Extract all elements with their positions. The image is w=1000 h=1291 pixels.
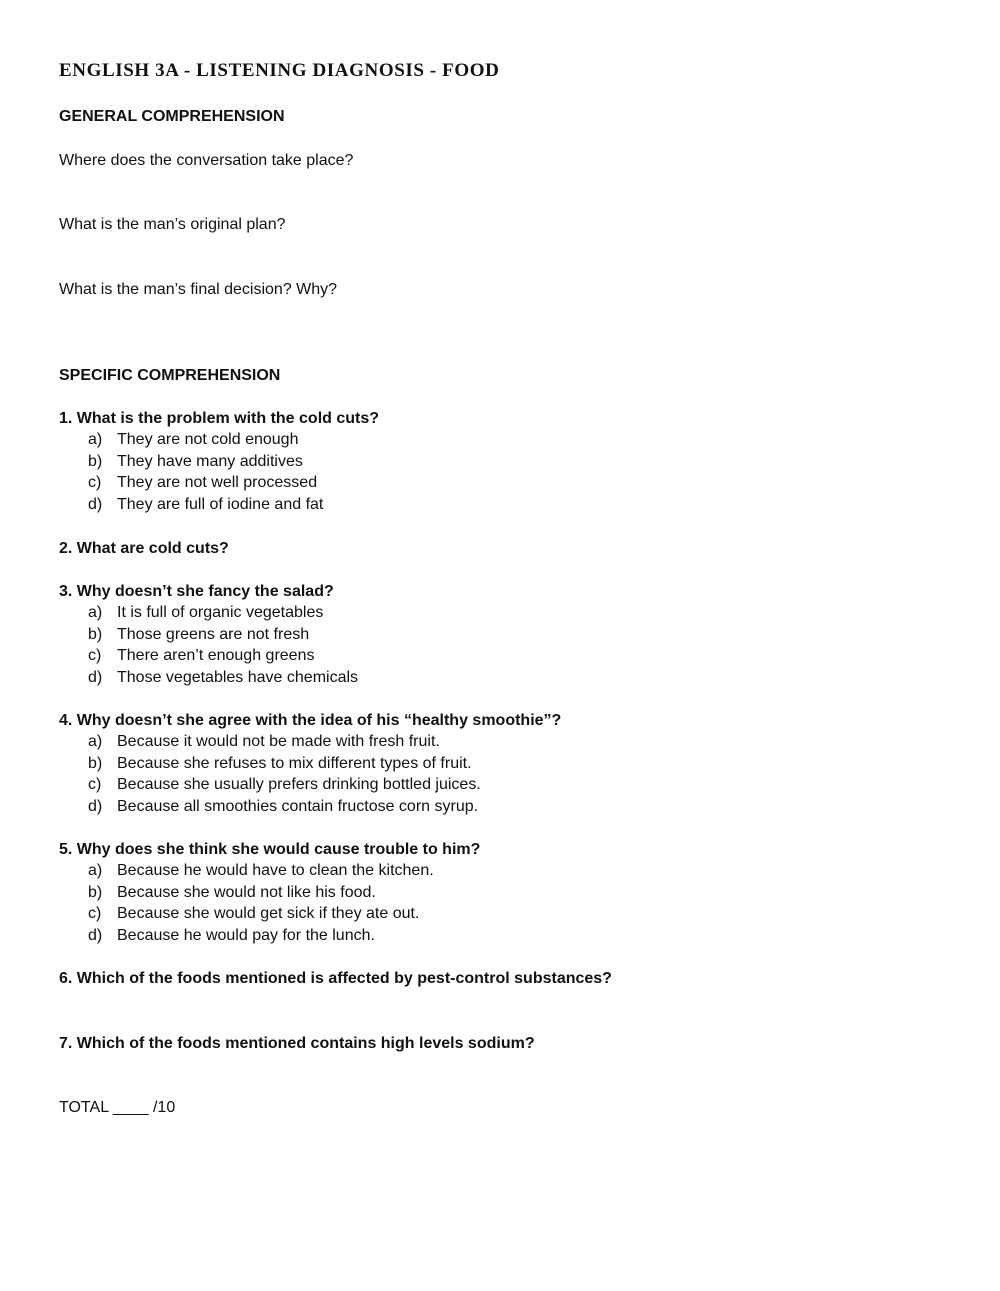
option-item xyxy=(88,451,323,473)
option-text: Because he would have to clean the kitchen. xyxy=(117,862,434,879)
option-item xyxy=(88,882,434,904)
option-text: It is full of organic vegetables xyxy=(117,604,324,621)
option-letter: a) xyxy=(88,604,103,621)
general-question-1: Where does the conversation take place? xyxy=(59,152,354,169)
option-letter: d) xyxy=(88,668,103,686)
question-5-options xyxy=(88,860,434,946)
total-score: TOTAL ____ /10 xyxy=(59,1099,176,1116)
option-text: Those greens are not fresh xyxy=(117,625,310,643)
specific-comprehension-heading: SPECIFIC COMPREHENSION xyxy=(59,367,281,384)
option-text: There aren’t enough greens xyxy=(117,647,315,665)
option-text: Because all smoothies contain fructose corn syrup. xyxy=(117,797,479,815)
option-text: Because she would get sick if they ate out. xyxy=(117,905,420,923)
general-comprehension-heading: GENERAL COMPREHENSION xyxy=(59,108,285,125)
question-2: 2. What are cold cuts? xyxy=(59,540,229,557)
option-text: Because it would not be made with fresh fruit. xyxy=(117,733,440,750)
option-text: Because she would not like his food. xyxy=(117,883,376,901)
option-item xyxy=(88,731,481,753)
option-item xyxy=(88,667,358,689)
option-text: They are not cold enough xyxy=(117,431,299,448)
option-item xyxy=(88,796,481,818)
worksheet-title: ENGLISH 3A - LISTENING DIAGNOSIS - FOOD xyxy=(59,60,500,81)
option-item xyxy=(88,429,323,451)
option-item xyxy=(88,860,434,882)
option-text: Those vegetables have chemicals xyxy=(117,668,359,686)
option-item xyxy=(88,774,481,796)
option-item xyxy=(88,472,323,494)
option-item xyxy=(88,903,434,925)
option-text: Because he would pay for the lunch. xyxy=(117,926,375,944)
option-letter: b) xyxy=(88,754,103,772)
option-text: They are not well processed xyxy=(117,474,318,492)
question-3: 3. Why doesn’t she fancy the salad? xyxy=(59,583,334,600)
option-letter: b) xyxy=(88,625,103,643)
question-5: 5. Why does she think she would cause trouble to him? xyxy=(59,841,481,858)
general-question-2: What is the man’s original plan? xyxy=(59,216,286,233)
option-letter: c) xyxy=(88,474,102,492)
option-letter: a) xyxy=(88,862,103,879)
option-item xyxy=(88,753,481,775)
option-letter: d) xyxy=(88,495,103,513)
option-item xyxy=(88,645,358,667)
question-6: 6. Which of the foods mentioned is affected by pest-control substances? xyxy=(59,970,612,987)
option-letter: c) xyxy=(88,647,102,665)
option-letter: a) xyxy=(88,733,103,750)
option-item xyxy=(88,624,358,646)
question-4-options xyxy=(88,731,481,817)
option-text: Because she usually prefers drinking bottled juices. xyxy=(117,776,481,794)
question-1: 1. What is the problem with the cold cuts? xyxy=(59,410,380,427)
question-7: 7. Which of the foods mentioned contains high levels sodium? xyxy=(59,1035,535,1052)
option-letter: b) xyxy=(88,452,103,470)
option-letter: c) xyxy=(88,905,102,923)
option-text: They are full of iodine and fat xyxy=(117,495,324,513)
question-1-options xyxy=(88,429,323,515)
question-4: 4. Why doesn’t she agree with the idea of his “healthy smoothie”? xyxy=(59,712,562,729)
option-letter: c) xyxy=(88,776,102,794)
option-text: They have many additives xyxy=(117,452,303,470)
question-3-options xyxy=(88,602,358,688)
option-item xyxy=(88,602,358,624)
option-item xyxy=(88,925,434,947)
option-letter: d) xyxy=(88,926,103,944)
option-item xyxy=(88,494,323,516)
option-text: Because she refuses to mix different types of fruit. xyxy=(117,754,472,772)
general-question-3: What is the man’s final decision? Why? xyxy=(59,281,338,298)
option-letter: b) xyxy=(88,883,103,901)
option-letter: a) xyxy=(88,431,103,448)
option-letter: d) xyxy=(88,797,103,815)
